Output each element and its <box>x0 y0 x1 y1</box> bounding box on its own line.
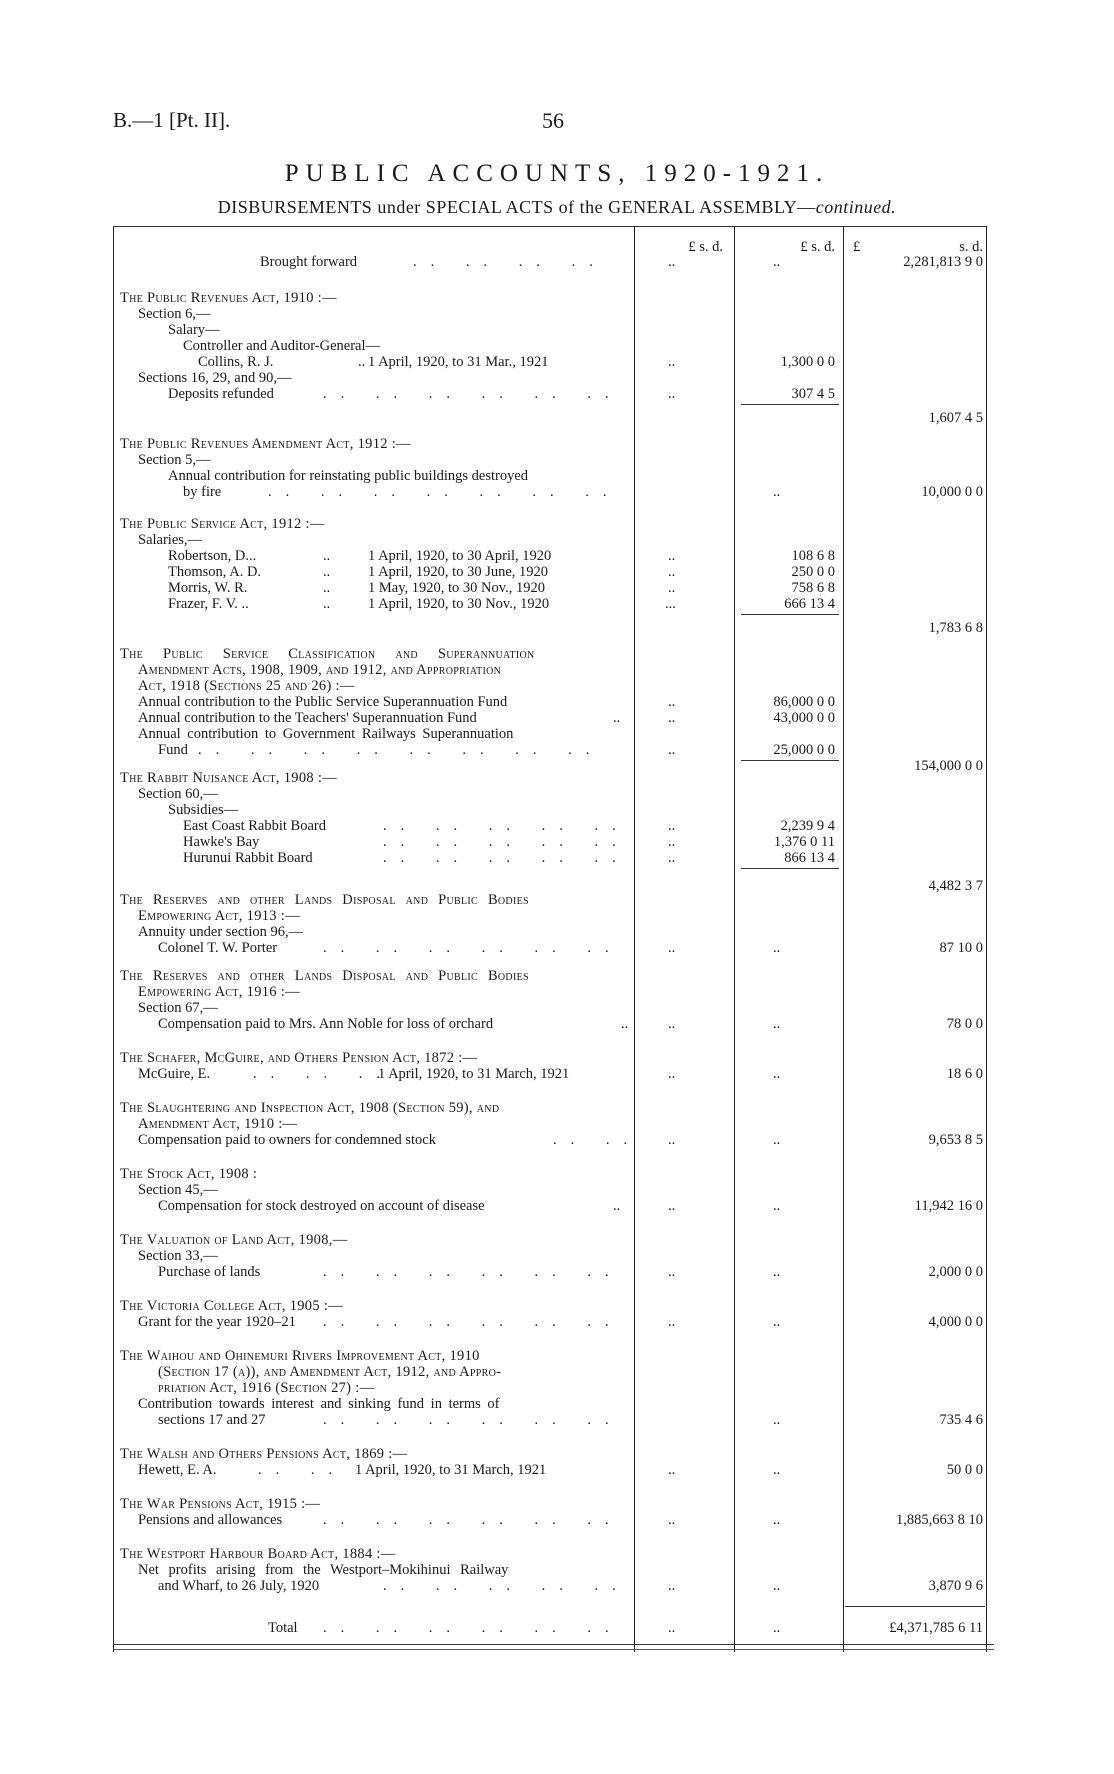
payee-name: East Coast Rabbit Board <box>183 818 326 834</box>
dots-c1: .. <box>668 1578 676 1594</box>
leader-dots: .. .. .. .. <box>413 254 607 270</box>
leader-dots: .. .. .. .. .. <box>383 850 630 866</box>
act-title: The Valuation of Land Act, 1908,— <box>120 1232 348 1248</box>
item-label: and Wharf, to 26 July, 1920 <box>158 1578 320 1594</box>
leader-dots: .. .. .. .. .. <box>383 1578 630 1594</box>
leader-dots: .. .. .. .. .. .. <box>323 386 623 402</box>
act-title: The Public Revenues Act, 1910 :— <box>120 290 337 306</box>
item-label: Fund <box>158 742 188 758</box>
act-title: The Waihou and Ohinemuri Rivers Improvement Act, 1910 <box>120 1348 480 1364</box>
dots-c1: .. <box>668 1314 676 1330</box>
subtotal-rule <box>741 868 839 869</box>
dots-c1: .. <box>668 1620 676 1636</box>
dots-c1: .. <box>668 580 676 596</box>
total-label: Total <box>268 1620 298 1636</box>
act-title-cont: (Section 17 (a)), and Amendment Act, 1912, and Appro- <box>158 1364 502 1380</box>
subtotal-rule <box>741 614 839 615</box>
rule-col2 <box>734 226 735 1652</box>
dots-c2: .. <box>773 1066 781 1082</box>
dots-c2: .. <box>773 1512 781 1528</box>
item-label: Compensation paid to Mrs. Ann Noble for loss of orchard <box>158 1016 494 1032</box>
act-title-cont: Empowering Act, 1913 :— <box>138 908 300 924</box>
dots-c1: ... <box>665 596 676 612</box>
act-total: 78 0 0 <box>946 1016 983 1032</box>
act-total: 9,653 8 5 <box>928 1132 983 1148</box>
dots-c1: .. <box>668 694 676 710</box>
dots: .. <box>323 580 331 596</box>
leader-dots: .. .. .. .. .. .. .. .. <box>198 742 604 758</box>
payee-name: Frazer, F. V. .. <box>168 596 249 612</box>
item-label: Compensation for stock destroyed on account of disease <box>158 1198 485 1214</box>
col1-header: £ s. d. <box>688 239 723 255</box>
item-label: Contribution towards interest and sinking fund in terms of <box>138 1396 500 1412</box>
subtotal-rule <box>741 404 839 405</box>
subtitle-continued: continued. <box>815 197 897 217</box>
amount-c2: 250 0 0 <box>791 564 835 580</box>
act-title: The Reserves and other Lands Disposal and Public Bodies <box>120 968 529 984</box>
act-total: 2,000 0 0 <box>928 1264 983 1280</box>
payee-name: Hewett, E. A. <box>138 1462 217 1478</box>
amount-c2: 108 6 8 <box>791 548 835 564</box>
act-total: 735 4 6 <box>939 1412 983 1428</box>
item-label: Annual contribution to the Teachers' Superannuation Fund <box>138 710 477 726</box>
payee-name: Morris, W. R. <box>168 580 248 596</box>
act-title: The Public Service Classification and Superannuation <box>120 646 535 662</box>
dots-c1: .. <box>668 742 676 758</box>
dots: .. <box>621 1016 629 1032</box>
dots: .. <box>323 564 331 580</box>
grand-total: £4,371,785 6 11 <box>889 1620 983 1636</box>
act-title-cont: Amendment Act, 1910 :— <box>138 1116 298 1132</box>
item-label: sections 17 and 27 <box>158 1412 266 1428</box>
section-label: Section 33,— <box>138 1248 218 1264</box>
rule-bottom-1 <box>113 1644 994 1645</box>
leader-dots: .. .. .. .. .. .. <box>323 1314 623 1330</box>
dots-c1: .. <box>668 850 676 866</box>
item-label: Deposits refunded <box>168 386 274 402</box>
subtotal-rule <box>741 760 839 761</box>
amount-c2: 1,300 0 0 <box>780 354 835 370</box>
payee-name: Hawke's Bay <box>183 834 260 850</box>
dots: .. <box>358 354 366 370</box>
dots-c2: .. <box>773 254 781 270</box>
dots-c1: .. <box>668 1462 676 1478</box>
dots-c1: .. <box>668 1512 676 1528</box>
act-total: 1,885,663 8 10 <box>896 1512 983 1528</box>
rule-col1 <box>634 226 635 1652</box>
dots-c2: .. <box>773 484 781 500</box>
item-label: Pensions and allowances <box>138 1512 283 1528</box>
leader-dots: .. .. .. .. .. .. <box>323 1512 623 1528</box>
act-title-cont: priation Act, 1916 (Section 27) :— <box>158 1380 375 1396</box>
amount-c2: 2,239 9 4 <box>780 818 835 834</box>
act-total: 3,870 9 6 <box>928 1578 983 1594</box>
dots-c2: .. <box>773 1016 781 1032</box>
dots-c1: .. <box>668 1132 676 1148</box>
payment-period: 1 April, 1920, to 31 Mar., 1921 <box>368 354 549 370</box>
act-total: 18 6 0 <box>946 1066 983 1082</box>
dots-c2: .. <box>773 1578 781 1594</box>
col3-header-sd: s. d. <box>959 239 983 255</box>
payee-name: Thomson, A. D. <box>168 564 262 580</box>
leader-dots: .. .. .. .. .. .. <box>323 1412 623 1428</box>
rule-col3 <box>843 226 844 1652</box>
act-title-cont: Amendment Acts, 1908, 1909, and 1912, and Appropriation <box>138 662 502 678</box>
item-label: Subsidies— <box>168 802 239 818</box>
act-title: The Schafer, McGuire, and Others Pension Act, 1872 :— <box>120 1050 478 1066</box>
payee-name: Collins, R. J. <box>198 354 274 370</box>
act-total: 4,000 0 0 <box>928 1314 983 1330</box>
amount-c2: 25,000 0 0 <box>773 742 835 758</box>
dots-c1: .. <box>668 710 676 726</box>
leader-dots: .. .. .. <box>253 1066 394 1082</box>
brought-forward-value: 2,281,813 9 0 <box>903 254 983 270</box>
rule-top <box>113 226 986 227</box>
section-label: Section 6,— <box>138 306 211 322</box>
leader-dots: .. .. .. .. .. .. <box>323 1264 623 1280</box>
dots-c2: .. <box>773 1314 781 1330</box>
payment-period: 1 April, 1920, to 30 June, 1920 <box>368 564 549 580</box>
item-label: Purchase of lands <box>158 1264 261 1280</box>
amount-c2: 1,376 0 11 <box>773 834 835 850</box>
leader-dots: .. .. <box>553 1132 642 1148</box>
brought-forward-label: Brought forward <box>260 254 358 270</box>
act-total: 10,000 0 0 <box>921 484 983 500</box>
act-total: 1,607 4 5 <box>928 410 983 426</box>
act-title: The Westport Harbour Board Act, 1884 :— <box>120 1546 396 1562</box>
amount-c2: 86,000 0 0 <box>773 694 835 710</box>
act-title: The Public Revenues Amendment Act, 1912 :— <box>120 436 411 452</box>
payment-period: 1 April, 1920, to 30 Nov., 1920 <box>368 596 550 612</box>
amount-c2: 43,000 0 0 <box>773 710 835 726</box>
dots-c1: .. <box>668 1016 676 1032</box>
rule-left <box>113 226 114 1652</box>
leader-dots: .. .. .. .. .. .. .. <box>268 484 621 500</box>
amount-c2: 307 4 5 <box>791 386 835 402</box>
subtitle-main: DISBURSEMENTS under SPECIAL ACTS of the GENERAL ASSEMBLY— <box>217 197 816 217</box>
payment-period: 1 April, 1920, to 30 April, 1920 <box>368 548 552 564</box>
page-number: 56 <box>542 108 564 133</box>
act-total: 1,783 6 8 <box>928 620 983 636</box>
col2-header: £ s. d. <box>800 239 835 255</box>
section-label: Section 60,— <box>138 786 218 802</box>
dots-c1: .. <box>668 818 676 834</box>
amount-c2: 666 13 4 <box>784 596 835 612</box>
item-label: Net profits arising from the Westport–Mokihinui Railway <box>138 1562 509 1578</box>
act-total: 50 0 0 <box>946 1462 983 1478</box>
dots-c2: .. <box>773 1412 781 1428</box>
section-label: Sections 16, 29, and 90,— <box>138 370 292 386</box>
dots: .. <box>323 596 331 612</box>
section-label: Section 5,— <box>138 452 211 468</box>
amount-c2: 758 6 8 <box>791 580 835 596</box>
item-label: Annual contribution for reinstating public buildings destroyed <box>168 468 529 484</box>
act-title: The War Pensions Act, 1915 :— <box>120 1496 321 1512</box>
payee-name: Hurunui Rabbit Board <box>183 850 313 866</box>
leader-dots: .. .. <box>258 1462 347 1478</box>
dots-c1: .. <box>668 548 676 564</box>
item-label: Salary— <box>168 322 220 338</box>
dots-c1: .. <box>668 1198 676 1214</box>
act-title-cont: Act, 1918 (Sections 25 and 26) :— <box>138 678 355 694</box>
leader-dots: .. .. .. .. .. <box>383 818 630 834</box>
act-total: 4,482 3 7 <box>928 878 983 894</box>
act-title-cont: Empowering Act, 1916 :— <box>138 984 300 1000</box>
act-title: The Public Service Act, 1912 :— <box>120 516 325 532</box>
dots-c2: .. <box>773 1620 781 1636</box>
act-total: 154,000 0 0 <box>914 758 983 774</box>
dots: .. <box>613 710 621 726</box>
act-title: The Reserves and other Lands Disposal and Public Bodies <box>120 892 529 908</box>
rule-right <box>986 226 987 1652</box>
act-title: The Rabbit Nuisance Act, 1908 :— <box>120 770 337 786</box>
payment-period: 1 April, 1920, to 31 March, 1921 <box>378 1066 570 1082</box>
item-label: Annual contribution to the Public Service Superannuation Fund <box>138 694 508 710</box>
dots-c2: .. <box>773 1132 781 1148</box>
act-total: 11,942 16 0 <box>914 1198 983 1214</box>
item-label: Compensation paid to owners for condemned stock <box>138 1132 436 1148</box>
page-title: PUBLIC ACCOUNTS, 1920-1921. <box>284 160 830 187</box>
dots-c1: .. <box>668 940 676 956</box>
leader-dots: .. .. .. .. .. .. <box>323 940 623 956</box>
act-title: The Walsh and Others Pensions Act, 1869 :— <box>120 1446 408 1462</box>
dots-c2: .. <box>773 1462 781 1478</box>
leader-dots: .. .. .. .. .. <box>383 834 630 850</box>
dots-c1: .. <box>668 564 676 580</box>
act-title: The Stock Act, 1908 : <box>120 1166 258 1182</box>
dots: .. <box>613 1198 621 1214</box>
dots-c2: .. <box>773 1264 781 1280</box>
dots-c2: .. <box>773 1198 781 1214</box>
payee-name: Robertson, D... <box>168 548 257 564</box>
col3-header-pound: £ <box>853 239 861 255</box>
item-label: by fire <box>183 484 222 500</box>
payment-period: 1 April, 1920, to 31 March, 1921 <box>355 1462 547 1478</box>
item-label: Grant for the year 1920–21 <box>138 1314 296 1330</box>
total-rule <box>845 1606 985 1607</box>
section-label: Salaries,— <box>138 532 203 548</box>
dots-c2: .. <box>773 940 781 956</box>
payee-name: Colonel T. W. Porter <box>158 940 278 956</box>
section-label: Annuity under section 96,— <box>138 924 304 940</box>
dots-c1: .. <box>668 1264 676 1280</box>
dots-c1: .. <box>668 1066 676 1082</box>
act-total: 87 10 0 <box>939 940 983 956</box>
dots: .. <box>323 548 331 564</box>
accounts-table <box>113 226 994 1658</box>
dots-c1: .. <box>668 834 676 850</box>
dots-c1: .. <box>668 386 676 402</box>
leader-dots: .. .. .. .. .. .. <box>323 1620 623 1636</box>
rule-bottom-2 <box>113 1649 994 1650</box>
dots-c1: .. <box>668 354 676 370</box>
item-label: Controller and Auditor-General— <box>183 338 381 354</box>
payee-name: McGuire, E. <box>138 1066 211 1082</box>
act-title: The Victoria College Act, 1905 :— <box>120 1298 343 1314</box>
dots-c1: .. <box>668 254 676 270</box>
page-reference: B.—1 [Pt. II]. <box>113 108 231 132</box>
payment-period: 1 May, 1920, to 30 Nov., 1920 <box>368 580 545 596</box>
page-subtitle <box>0 197 1114 218</box>
section-label: Section 45,— <box>138 1182 218 1198</box>
item-label: Annual contribution to Government Railways Superannuation <box>138 726 514 742</box>
amount-c2: 866 13 4 <box>784 850 835 866</box>
section-label: Section 67,— <box>138 1000 218 1016</box>
act-title: The Slaughtering and Inspection Act, 1908 (Section 59), and <box>120 1100 500 1116</box>
